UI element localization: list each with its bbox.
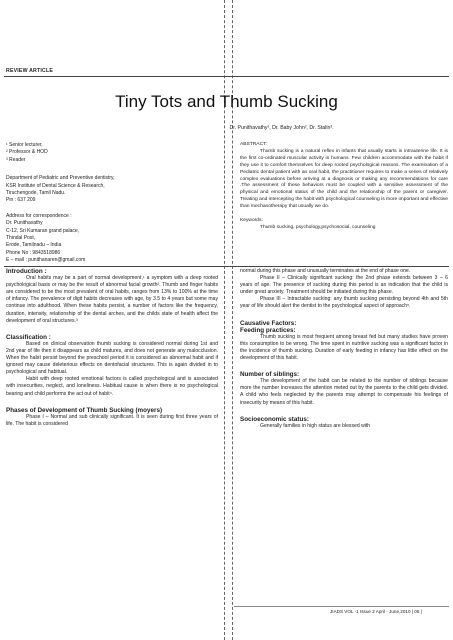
article-authors: Dr. Punithavathy¹, Dr. Baby John², Dr. Stalin³. <box>229 125 334 131</box>
correspondence-line: Erode, Tamilnadu – India <box>6 242 62 249</box>
abstract-label: ABSTRACT: <box>240 142 267 147</box>
footer-rule <box>234 606 449 607</box>
phase-two-text: Phase II – Clinically significant sucking: the 2nd phase extends between 3 – 6 years of age. The presence of sucking during this period is an indication that the child is under great anxiety. Treatment should be initiated during this phase. <box>240 275 448 296</box>
right-column <box>240 268 448 430</box>
affil-institution-line: Pin : 637 209 <box>6 197 36 204</box>
affil-role: ² Professor & HOD <box>6 149 48 156</box>
affil-role: ¹ Senior lecturer, <box>6 142 43 148</box>
phases-heading: Phases of Development of Thumb Sucking (moyers) <box>6 406 163 414</box>
socioeconomic-text: Generally families in high status are blessed with <box>260 422 371 429</box>
abstract-text: Thumb sucking is a natural reflex in infants that usually starts in intrauterine life. It is the first co-ordinated muscular activity in humans. Few children accommodate with the habit if they use it to comfort themselves for deep rooted psychological reasons. The examination of a Pediatric dental patient with an oral habit, the practitioner requires to make a series of relatively complex evaluations before arriving at a diagnosis or making any recommendations for care .The assessment of these behaviors must be coupled with a sensitive assessment of the physical and emotional status of the child and the relationship of the parent or caregiver. Treating and intercepting the habit with psychological counseling is more important and effective than mechanotherapy that usually we do. <box>240 148 448 210</box>
classification-heading: Classification : <box>6 333 51 341</box>
section-label: REVIEW ARTICLE <box>6 68 53 74</box>
intro-heading: Introduction : <box>6 268 47 275</box>
correspondence-line: C-12, Sri Kumaran grand palace, <box>6 227 80 234</box>
abstract <box>240 142 448 232</box>
phase-one-end: normal during this phase and unusually terminates at the end of phase one. <box>240 268 411 274</box>
classification-text: Based on clinical observation thumb sucking is considered normal during 1st and 2nd year of life then it disappears as child matures, and does not generate any malocclusion. When the habit persist beyond the preschool period it is considered as abnormal habit and if ignored may cause deleterious effects on dentofacial structures. This is again divided in to psychological and habitual. <box>6 340 218 376</box>
correspondence-email: E – mail : punithanaren@gmail.com <box>6 257 86 264</box>
keywords-label: Keywords: <box>240 218 263 224</box>
affiliations <box>6 142 216 265</box>
affil-role: ³ Reader <box>6 156 26 163</box>
left-column <box>6 268 218 428</box>
section-rule <box>4 266 449 267</box>
correspondence-line: Address for correspondence : <box>6 212 72 219</box>
causative-heading: Causative Factors: <box>240 319 297 327</box>
classification-text-2: Habit with deep rooted emotional factors is called psychological and is associated with insecurities, neglect, and loneliness. Habitual cause is when there is no psychological bearing and child performs the act out of habit⁴. <box>6 376 218 397</box>
feeding-text: Thumb sucking is most frequent among breast fed but many studies have proven this consumption to be wrong. The time spent in nutritive sucking was a significant factor in the incidence of thumb sucking. Duration of early feeding in infancy has little effect on the development of this habit. <box>240 333 448 362</box>
siblings-text: The development of the habit can be related to the number of siblings because more the number increases the attention meted out by the parents to the child gets divided. A child who feels neglected by the parents may attempt to compensate his feelings of insecurity by means of this habit. <box>240 378 448 406</box>
header-rule <box>4 76 449 77</box>
phase-three-text: Phase III – Intractable sucking: any thumb sucking persisting beyond 4th and 5th year of life should alert the dentist to the psychological aspect of approach⁵. <box>240 296 448 310</box>
journal-footer: JIADS VOL -1 Issue 2 April - June,2010 | 05 | <box>330 609 422 614</box>
keywords-text: Thumb sucking, psychology,psychosocial, counseling <box>260 224 376 230</box>
intro-text: Oral habits may be a part of normal development,¹ a symptom with a deep rooted psychological basis or may be the result of abnormal facial growth². Thumb and finger habits are considered to be the most prevalent of oral habits, ranges from 13% to 100% at the time of infancy. The prevalence of digit habits decreases with age, by 3.5 to 4 years but some may continue into adulthood. When these habits persist, a number of factors like the frequency, duration, intensity, relationship of the dental arches, and the childs state of health affect the development of oral structures.³ <box>6 275 218 324</box>
article-title: Tiny Tots and Thumb Sucking <box>115 92 338 111</box>
affil-institution-line: Tiruchengode, Tamil Nadu. <box>6 190 66 197</box>
phases-text: Phase I – Normal and sub clinically significant. It is seen during first three years of life. The habit is considered <box>6 413 218 427</box>
affil-institution-line: Department of Pediatric and Preventive dentistry, <box>6 175 115 182</box>
socioeconomic-heading: Socioeconomic status: <box>240 415 309 423</box>
correspondence-line: Phone No : 9843518986 <box>6 249 61 256</box>
feeding-heading: Feeding practices: <box>240 326 296 334</box>
affil-institution-line: KSR Institute of Dental Science & Research, <box>6 182 105 189</box>
siblings-heading: Number of siblings: <box>240 371 300 379</box>
correspondence-line: Thindal Post, <box>6 235 36 242</box>
correspondence-line: Dr. Punithavathy <box>6 220 43 227</box>
